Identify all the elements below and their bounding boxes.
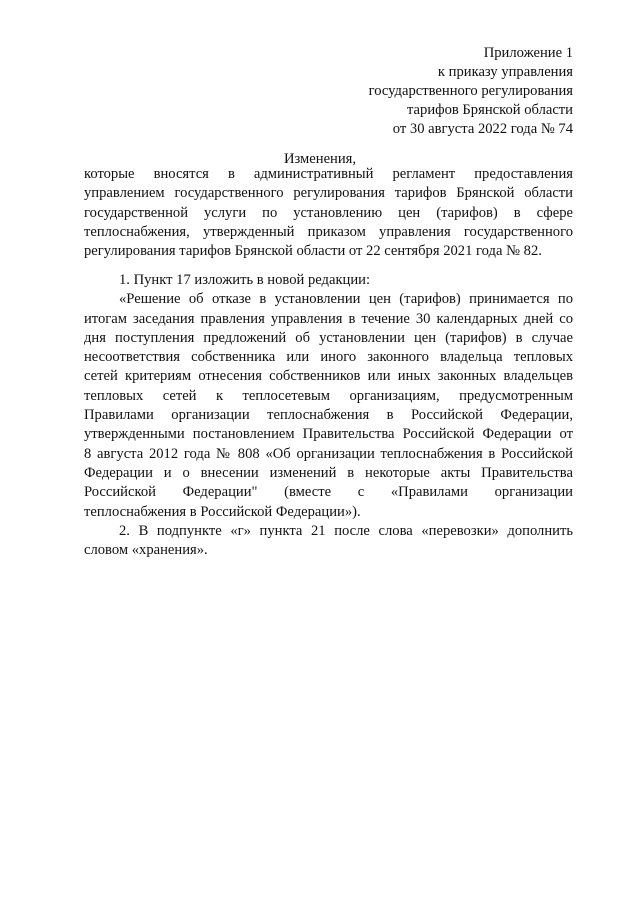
item2-line: 2. В подпункте «г» пункта 21 после слова «перевозки» дополнить [119,522,573,539]
quote-line: Российской Федерации" (вместе с «Правилами организации [84,484,573,501]
document-title: Изменения, [283,151,357,167]
quote-line: Правилами организации теплоснабжения в Российской Федерации, [84,407,573,424]
appendix-line: тарифов Брянской области [407,102,573,118]
quote-line: «Решение об отказе в установлении цен (тарифов) принимается по [119,291,573,308]
quote-line: тепловых сетей к теплосетевым организациям, предусмотренным [84,387,573,404]
quote-line: теплоснабжения в Российской Федерации»). [84,503,361,520]
appendix-line: к приказу управления [437,64,573,80]
document-body [84,271,573,560]
appendix-line: Приложение 1 [483,45,573,61]
subtitle-line: регулирования тарифов Брянской области от 22 сентября 2021 года № 82. [84,243,542,260]
appendix-header [369,44,573,139]
quote-line: дня поступления предложений об установлении цен (тарифов) в случае [84,329,573,346]
subtitle-line: государственной услуги по установлению цен (тарифов) в сфере [84,204,573,221]
subtitle-line: теплоснабжения, утвержденный приказом управления государственного [84,223,573,240]
quote-line: несоответствия собственника или иного законного владельца тепловых [84,349,573,366]
quote-line: утвержденными постановлением Правительства Российской Федерации от [84,426,573,443]
quote-line: Федерации и о внесении изменений в некоторые акты Правительства [84,464,573,481]
appendix-line: от 30 августа 2022 года № 74 [392,121,573,137]
subtitle-line: которые вносятся в административный регламент предоставления [84,166,573,182]
quote-line: сетей критериям отнесения собственников или иных законных владельцев [84,368,573,385]
item1-heading: 1. Пункт 17 изложить в новой редакции: [119,272,371,288]
quote-line: 8 августа 2012 года № 808 «Об организации теплоснабжения в Российской [84,445,573,462]
item2-line: словом «хранения». [84,542,208,559]
subtitle-line: управлением государственного регулирования тарифов Брянской области [84,185,573,202]
document-subtitle [84,165,573,261]
appendix-line: государственного регулирования [368,83,573,99]
quote-line: итогам заседания правления управления в течение 30 календарных дней со [84,310,573,327]
